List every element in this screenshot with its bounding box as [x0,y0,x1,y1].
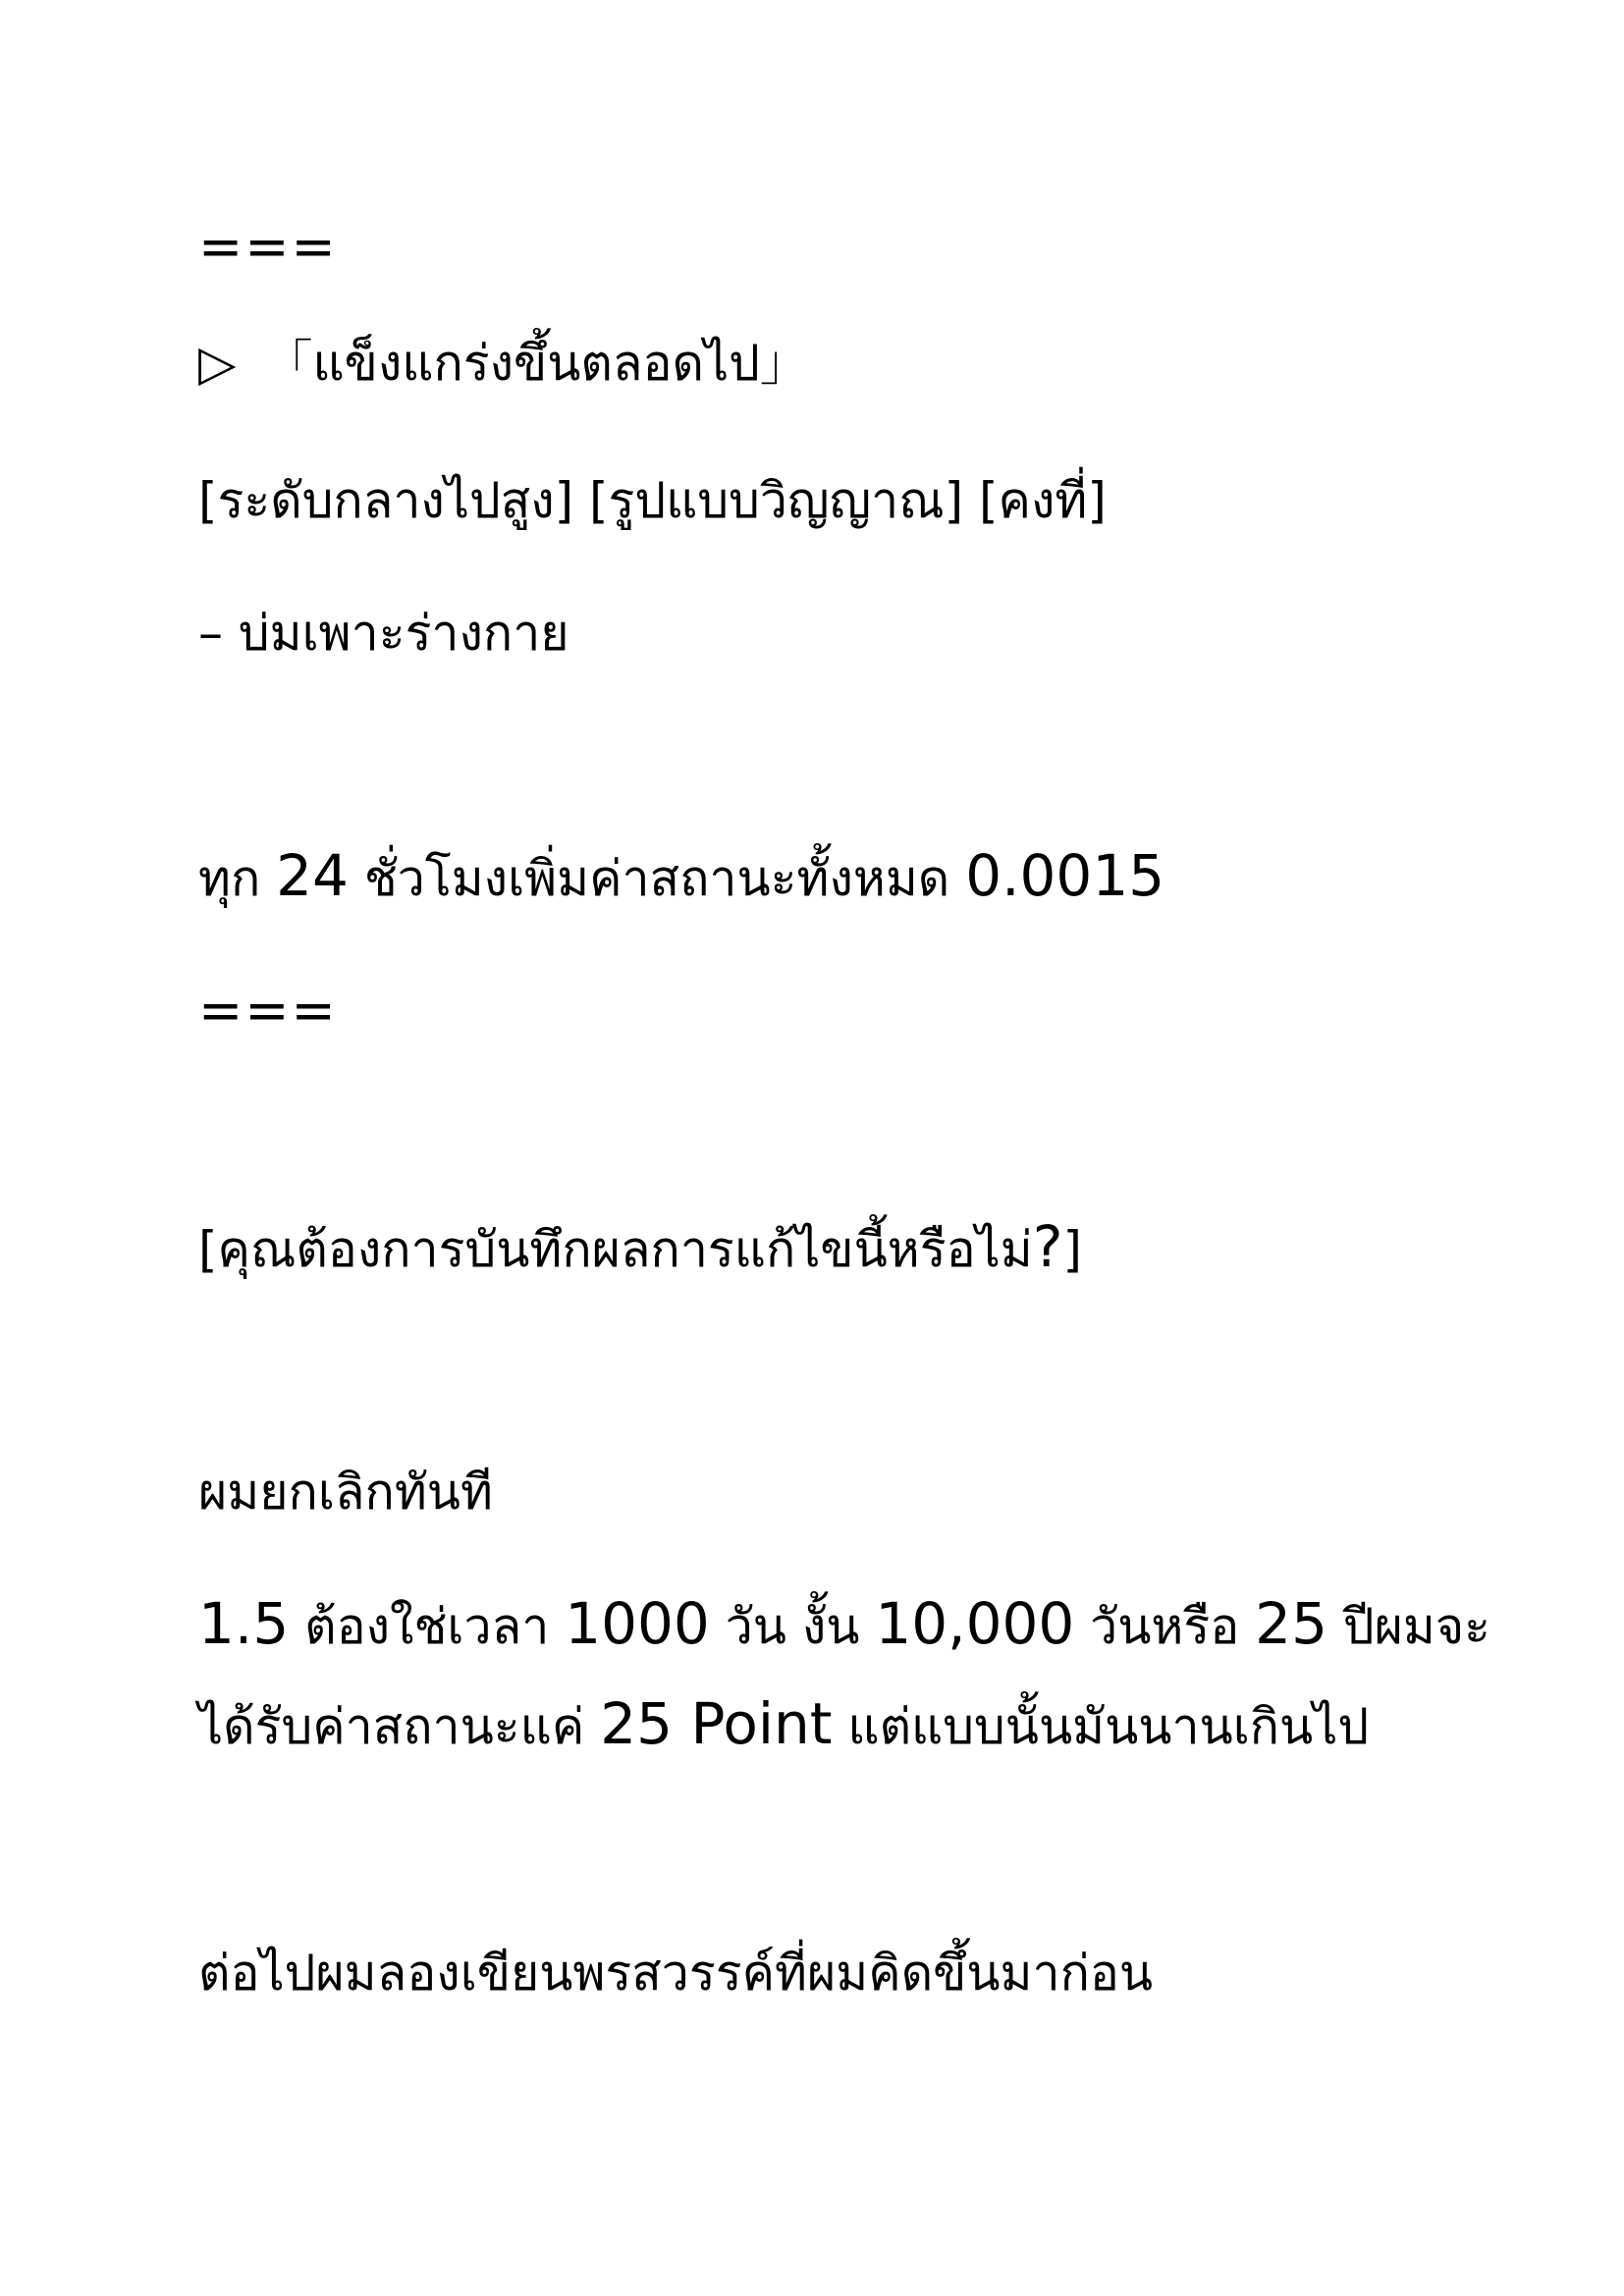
paragraph-cancel: ผมยกเลิกทันที [198,1464,493,1521]
effect-number-1: 24 [276,842,349,909]
skill-title-line [198,334,809,393]
prompt-question-mark: ? [1032,1213,1063,1280]
calc-number-2: 1000 [565,1590,710,1657]
effect-text-1: ทุก [198,850,277,907]
effect-number-2: 0.0015 [965,842,1165,909]
save-prompt [198,1213,1083,1280]
prompt-close-bracket: ] [1062,1221,1083,1278]
triangle-right-icon: ▷ [198,335,237,392]
separator-bottom: === [198,980,338,1041]
skill-subtitle: – บ่มเพาะร่างกาย [198,605,569,662]
calc-number-3: 10,000 [875,1590,1075,1657]
calc2-number-1: 25 Point [600,1690,833,1757]
prompt-text: [คุณต้องการบันทึกผลการแก้ไขนี้หรือไม่ [198,1221,1033,1278]
effect-text-2: ชั่วโมงเพิ่มค่าสถานะทั้งหมด [348,850,966,907]
calc-text-3: วันหรือ [1074,1598,1256,1655]
separator-top: === [198,216,338,278]
skill-effect [198,842,1165,909]
paragraph-calc-line-1 [198,1590,1491,1657]
calc-number-4: 25 [1255,1590,1327,1657]
calc-text-2: วัน งั้น [709,1598,876,1655]
skill-tags: [ระดับกลางไปสูง] [รูปแบบวิญญาณ] [คงที่] [198,472,1107,529]
calc-text-4: ปีผมจะ [1326,1598,1491,1655]
calc-number-1: 1.5 [198,1590,290,1657]
paragraph-next: ต่อไปผมลองเขียนพรสวรรค์ที่ผมคิดขึ้นมาก่อน [198,1945,1154,2002]
calc2-text-2: แต่แบบนั้นมันนานเกินไป [832,1698,1370,1755]
calc2-text-1: ได้รับค่าสถานะแค่ [198,1698,601,1755]
paragraph-calc-line-2 [198,1690,1370,1757]
calc-text-1: ต้องใช่เวลา [289,1598,566,1655]
skill-title: 「แข็งแกร่งขึ้นตลอดไป」 [263,335,809,392]
